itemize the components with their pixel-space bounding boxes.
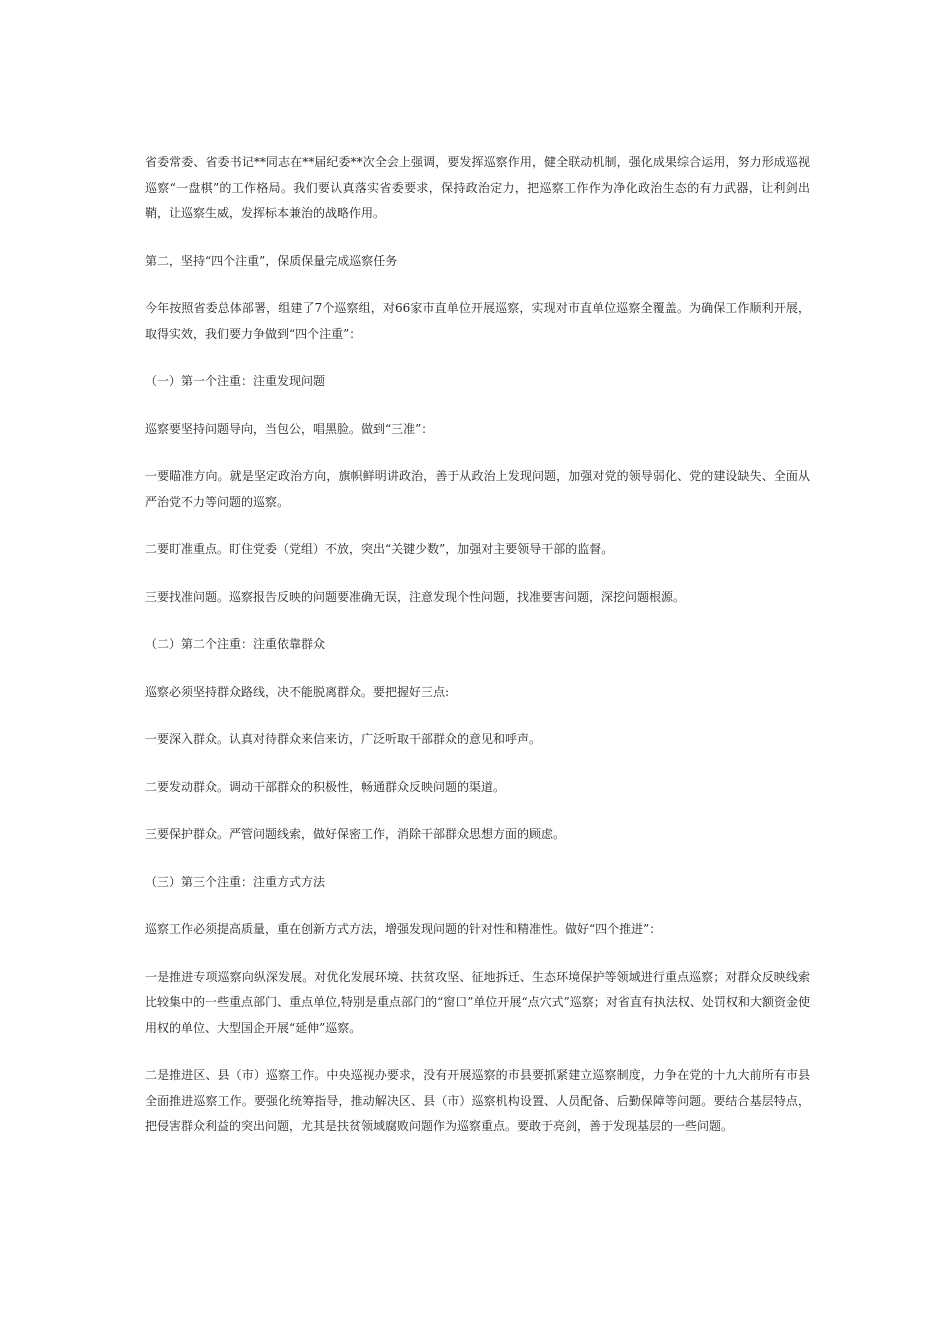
intro-paragraph: 省委常委、省委书记**同志在**届纪委**次全会上强调，要发挥巡察作用，健全联动机制，强化成果综合运用，努力形成巡视巡察“一盘棋”的工作格局。我们要认真落实省委要求，保持政治定力，把巡察工作作为净化政治生态的有力武器，让利剑出鞘，让巡察生威，发挥标本兼治的战略作用。 [145,155,810,220]
point-2-3: 三要保护群众。严管问题线索，做好保密工作，消除干部群众思想方面的顾虑。 [145,827,566,841]
subheading-3-intro: 巡察工作必须提高质量，重在创新方式方法，增强发现问题的针对性和精准性。做好“四个推进”： [145,922,662,936]
point-1-2: 二要盯准重点。盯住党委（党组）不放，突出“关键少数”，加强对主要领导干部的监督。 [145,542,614,556]
subheading-2: （二）第二个注重：注重依靠群众 [145,637,326,651]
point-1-3: 三要找准问题。巡察报告反映的问题要准确无误，注意发现个性问题，找准要害问题，深挖问题根源。 [145,589,686,604]
section-heading-2: 第二，坚持“四个注重”，保质保量完成巡察任务 [145,253,398,268]
document-body [145,150,810,1140]
point-3-2: 二是推进区、县（市）巡察工作。中央巡视办要求，没有开展巡察的市县要抓紧建立巡察制度，力争在党的十九大前所有市县全面推进巡察工作。要强化统筹指导，推动解决区、县（市）巡察机构设置、人员配备、后勤保障等问题。要结合基层特点，把侵害群众利益的突出问题，尤其是扶贫领域腐败问题作为巡察重点。要敢于亮剑，善于发现基层的一些问题。 [145,1068,810,1133]
section-2-intro: 今年按照省委总体部署，组建了7个巡察组，对66家市直单位开展巡察，实现对市直单位巡察全覆盖。为确保工作顺利开展，取得实效，我们要力争做到“四个注重”： [145,301,810,341]
subheading-1: （一）第一个注重：注重发现问题 [145,374,326,388]
subheading-1-intro: 巡察要坚持问题导向，当包公，唱黑脸。做到“三准”： [145,421,434,436]
subheading-3: （三）第三个注重：注重方式方法 [145,874,326,889]
subheading-2-intro: 巡察必须坚持群众路线，决不能脱离群众。要把握好三点: [145,684,450,699]
point-2-1: 一要深入群众。认真对待群众来信来访，广泛听取干部群众的意见和呼声。 [145,732,542,746]
point-3-1: 一是推进专项巡察向纵深发展。对优化发展环境、扶贫攻坚、征地拆迁、生态环境保护等领域进行重点巡察；对群众反映线索比较集中的一些重点部门、重点单位,特别是重点部门的“窗口”单位开展“点穴式”巡察；对省直有执法权、处罚权和大额资金使用权的单位、大型国企开展“延伸”巡察。 [145,969,810,1035]
point-2-2: 二要发动群众。调动干部群众的积极性，畅通群众反映问题的渠道。 [145,779,506,794]
point-1-1: 一要瞄准方向。就是坚定政治方向，旗帜鲜明讲政治，善于从政治上发现问题，加强对党的领导弱化、党的建设缺失、全面从严治党不力等问题的巡察。 [145,469,810,509]
